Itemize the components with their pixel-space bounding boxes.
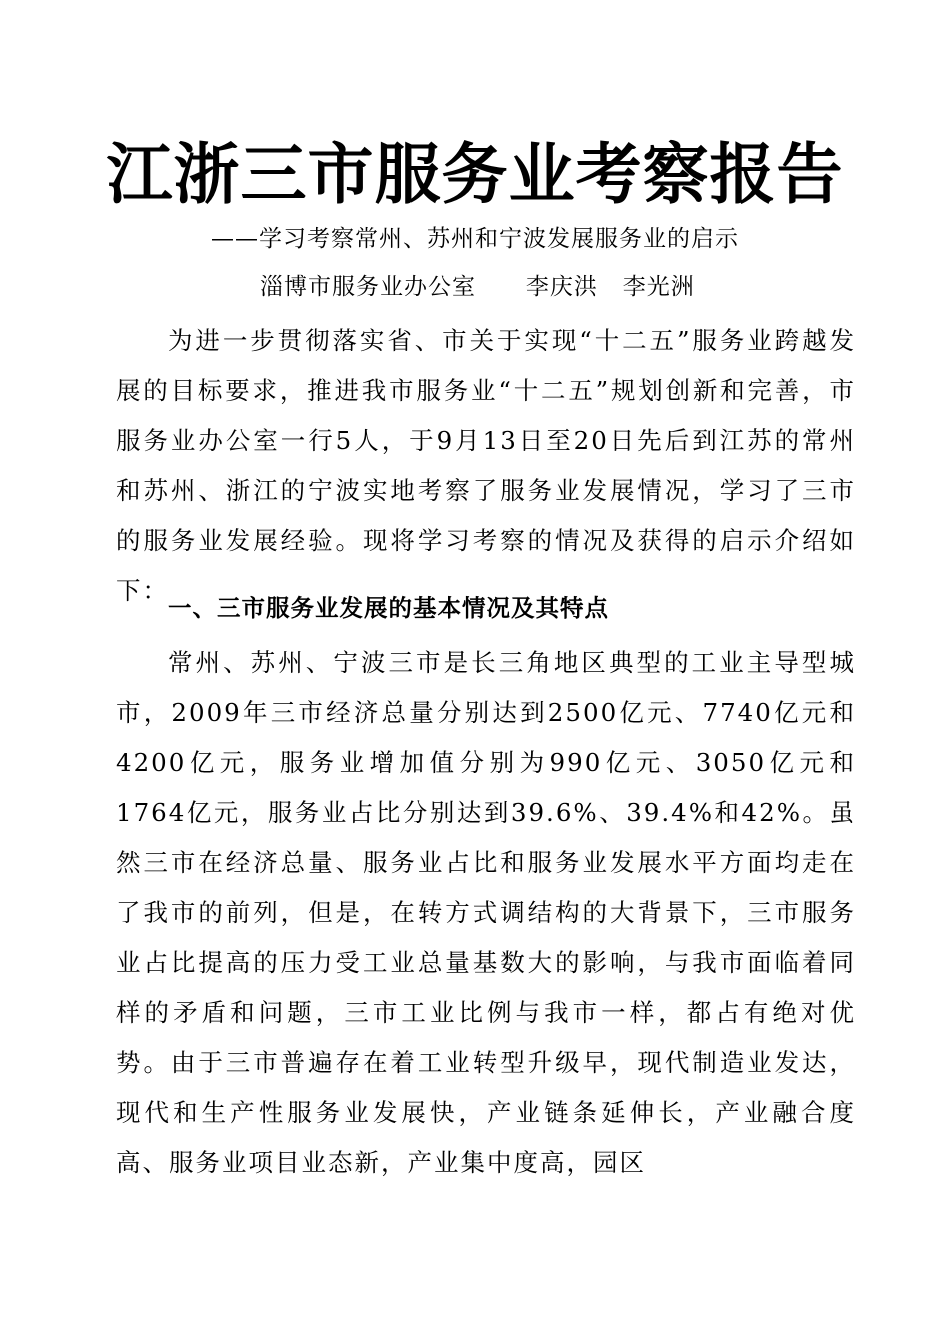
author-byline: 淄博市服务业办公室 李庆洪 李光洲 — [260, 274, 695, 300]
intro-paragraph: 为进一步贯彻落实省、市关于实现“十二五”服务业跨越发展的目标要求，推进我市服务业“十二五”规划创新和完善，市服务业办公室一行5人，于9月13日至20日先后到江苏的常州和苏州、浙江的宁波实地考察了服务业发展情况，学习了三市的服务业发展经验。现将学习考察的情况及获得的启示介绍如下： — [116, 326, 856, 605]
section-heading: 一、三市服务业发展的基本情况及其特点 — [168, 594, 609, 622]
document-title: 江浙三市服务业考察报告 — [106, 135, 844, 213]
section-paragraph: 常州、苏州、宁波三市是长三角地区典型的工业主导型城市，2009年三市经济总量分别达到2500亿元、7740亿元和4200亿元，服务业增加值分别为990亿元、3050亿元和1764亿元，服务业占比分别达到39.6%、39.4%和42%。虽然三市在经济总量、服务业占比和服务业发展水平方面均走在了我市的前列，但是，在转方式调结构的大背景下，三市服务业占比提高的压力受工业总量基数大的影响，与我市面临着同样的矛盾和问题，三市工业比例与我市一样，都占有绝对优势。由于三市普遍存在着工业转型升级早，现代制造业发达，现代和生产性服务业发展快，产业链条延伸长，产业融合度高、服务业项目业态新，产业集中度高，园区 — [116, 648, 856, 1177]
document-subtitle: ——学习考察常州、苏州和宁波发展服务业的启示 — [211, 226, 739, 252]
